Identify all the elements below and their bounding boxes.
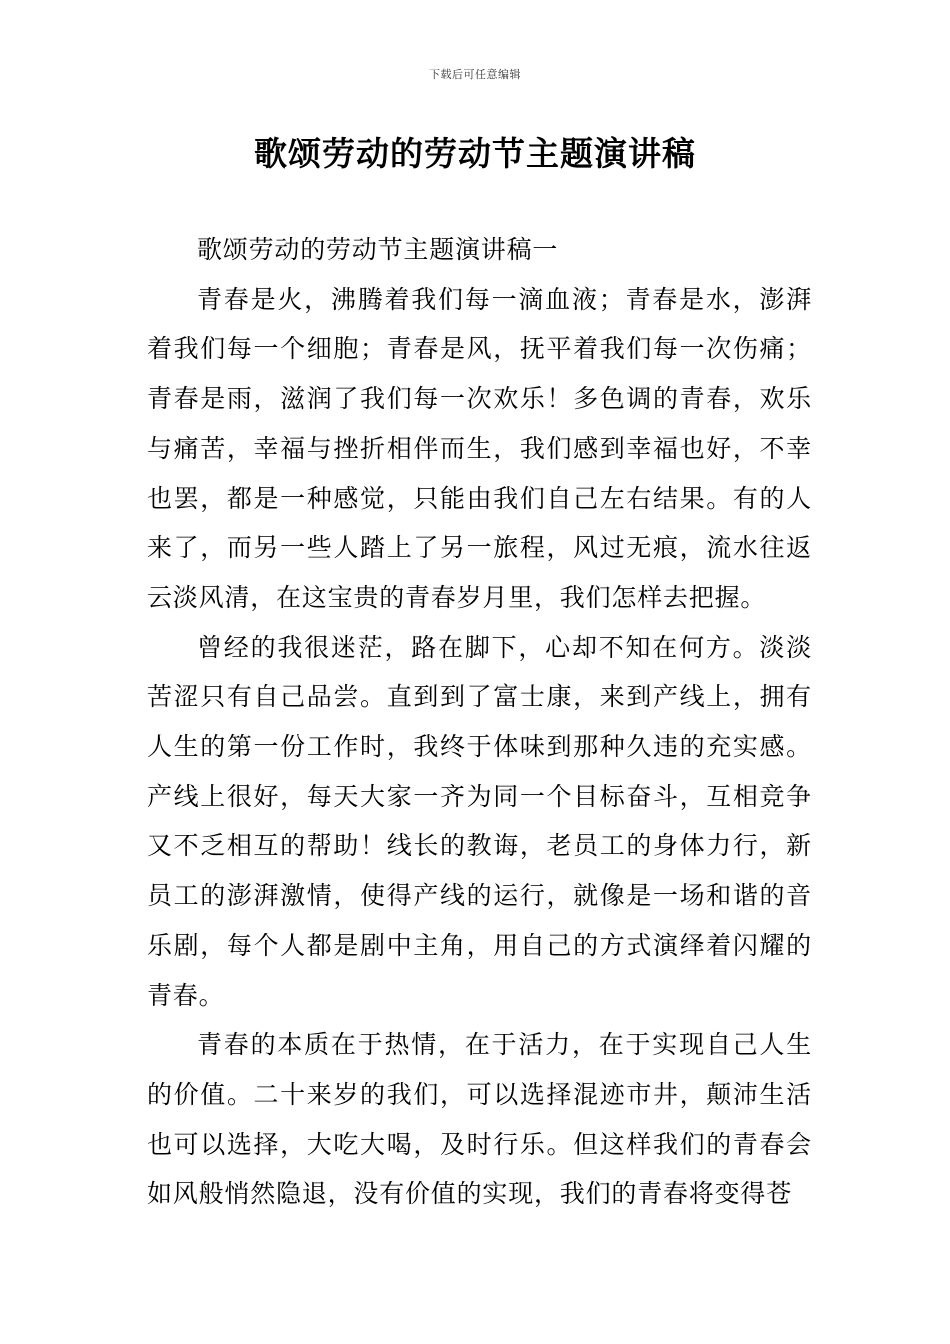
body-paragraph-2: 曾经的我很迷茫，路在脚下，心却不知在何方。淡淡苦涩只有自己品尝。直到到了富士康，来到产线上，拥有人生的第一份工作时，我终于体味到那种久违的充实感。产线上很好，每天大家一齐为同一个目标奋斗，互相竞争又不乏相互的帮助！线长的教诲，老员工的身体力行，新员工的澎湃激情，使得产线的运行，就像是一场和谐的音乐剧，每个人都是剧中主角，用自己的方式演绎着闪耀的青春。 — [147, 632, 812, 1010]
body-paragraph-1: 青春是火，沸腾着我们每一滴血液；青春是水，澎湃着我们每一个细胞；青春是风，抚平着我们每一次伤痛；青春是雨，滋润了我们每一次欢乐！多色调的青春，欢乐与痛苦，幸福与挫折相伴而生，我们感到幸福也好，不幸也罢，都是一种感觉，只能由我们自己左右结果。有的人来了，而另一些人踏上了另一旅程，风过无痕，流水往返云淡风清，在这宝贵的青春岁月里，我们怎样去把握。 — [147, 284, 812, 612]
subtitle-paragraph: 歌颂劳动的劳动节主题演讲稿一 — [197, 235, 559, 264]
body-paragraph-3: 青春的本质在于热情，在于活力，在于实现自己人生的价值。二十来岁的我们，可以选择混迹市井，颠沛生活也可以选择，大吃大喝，及时行乐。但这样我们的青春会如风般悄然隐退，没有价值的实现，我们的青春将变得苍 — [147, 1030, 812, 1209]
header-note: 下载后可任意编辑 — [429, 68, 521, 81]
document-body — [147, 225, 812, 1219]
document-title: 歌颂劳动的劳动节主题演讲稿 — [254, 134, 696, 173]
